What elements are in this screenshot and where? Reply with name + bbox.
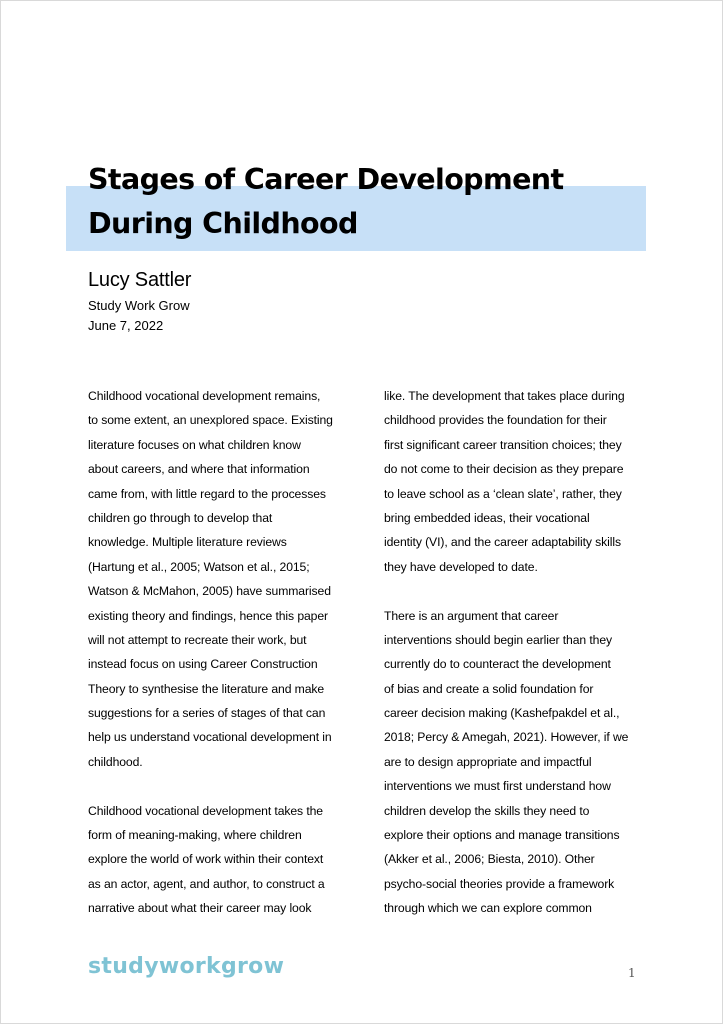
right-text-column <box>384 384 646 921</box>
text-line: knowledge. Multiple literature reviews <box>88 535 287 550</box>
text-line: Childhood vocational development remains, <box>88 389 321 403</box>
text-line: Theory to synthesise the literature and make <box>88 681 325 696</box>
text-line: (Akker et al., 2006; Biesta, 2010). Other <box>384 852 595 867</box>
text-line: form of meaning-making, where children <box>88 828 302 843</box>
text-line: through which we can explore common <box>384 901 592 916</box>
text-line: currently do to counteract the development <box>384 657 611 672</box>
text-line: like. The development that takes place during <box>384 389 625 403</box>
text-line: they have developed to date. <box>384 559 538 574</box>
text-line: to leave school as a ‘clean slate’, rather, they <box>384 486 622 501</box>
left-text-column <box>88 384 350 921</box>
paragraph-gap <box>384 579 646 603</box>
text-line: explore the world of work within their context <box>88 852 324 867</box>
studyworkgrow-logo: studyworkgrow <box>88 954 285 979</box>
text-line: narrative about what their career may look <box>88 901 312 916</box>
text-line: first significant career transition choices; they <box>384 437 622 452</box>
paragraph <box>384 604 646 921</box>
text-line: psycho-social theories provide a framework <box>384 876 615 891</box>
text-line: Watson & McMahon, 2005) have summarised <box>88 584 331 599</box>
paragraph <box>88 799 350 921</box>
paragraph-gap <box>88 774 350 798</box>
text-line: literature focuses on what children know <box>88 437 301 452</box>
paragraph <box>384 384 646 579</box>
text-line: as an actor, agent, and author, to construct a <box>88 876 325 891</box>
title-line-1: Stages of Career Development <box>88 163 564 196</box>
text-line: to some extent, an unexplored space. Existing <box>88 413 333 428</box>
text-line: childhood. <box>88 754 143 769</box>
text-line: 2018; Percy & Amegah, 2021). However, if we <box>384 730 629 745</box>
author-name: Lucy Sattler <box>88 269 192 291</box>
text-line: bring embedded ideas, their vocational <box>384 510 590 525</box>
text-line: explore their options and manage transitions <box>384 828 620 843</box>
text-line: existing theory and findings, hence this paper <box>88 608 328 623</box>
text-line: childhood provides the foundation for their <box>384 413 607 428</box>
text-line: do not come to their decision as they prepare <box>384 462 624 477</box>
text-line: came from, with little regard to the processes <box>88 486 326 501</box>
text-line: interventions we must first understand how <box>384 779 611 794</box>
document-title <box>88 158 628 246</box>
organization-name: Study Work Grow <box>88 298 190 313</box>
text-line: are to design appropriate and impactful <box>384 754 592 769</box>
text-line: help us understand vocational development in <box>88 730 332 745</box>
text-line: suggestions for a series of stages of that can <box>88 706 326 721</box>
publication-date: June 7, 2022 <box>88 318 164 333</box>
text-line: about careers, and where that information <box>88 462 310 477</box>
text-line: instead focus on using Career Construction <box>88 657 318 672</box>
text-line: will not attempt to recreate their work, but <box>88 632 307 647</box>
text-line: children develop the skills they need to <box>384 803 590 818</box>
text-line: There is an argument that career <box>384 608 559 623</box>
title-line-2: During Childhood <box>88 207 358 240</box>
text-line: Childhood vocational development takes the <box>88 803 323 818</box>
text-line: career decision making (Kashefpakdel et al., <box>384 706 620 721</box>
text-line: children go through to develop that <box>88 510 273 525</box>
text-line: (Hartung et al., 2005; Watson et al., 2015; <box>88 559 310 574</box>
text-line: of bias and create a solid foundation for <box>384 681 594 696</box>
text-line: identity (VI), and the career adaptability skills <box>384 535 621 550</box>
paragraph <box>88 384 350 774</box>
page-number: 1 <box>628 966 636 980</box>
text-line: interventions should begin earlier than they <box>384 632 612 647</box>
